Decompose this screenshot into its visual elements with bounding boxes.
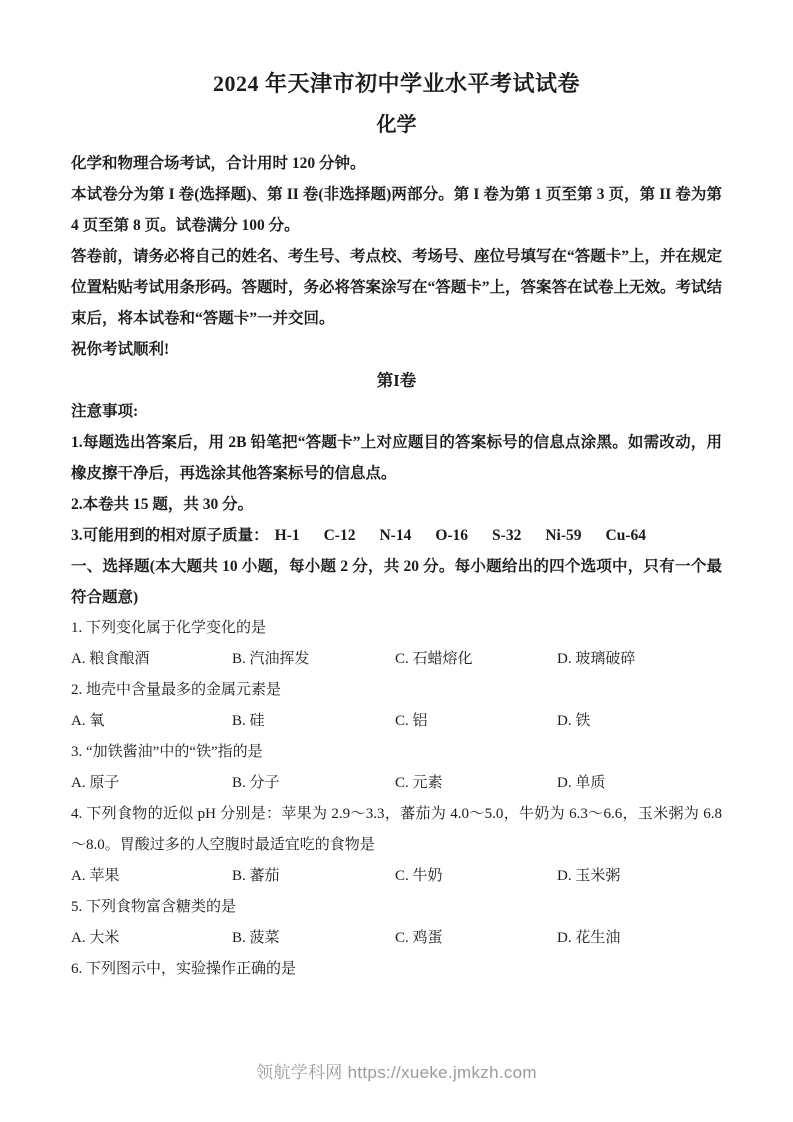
- subject-title: 化学: [376, 114, 417, 136]
- question-5-option-a: A. 大米: [71, 930, 120, 946]
- atomic-mass-ni: Ni-59: [545, 527, 582, 544]
- question-3-options: [71, 768, 722, 799]
- notes-title: 注意事项:: [71, 403, 139, 420]
- page-title: 2024 年天津市初中学业水平考试试卷: [212, 71, 580, 96]
- question-3-option-d: D. 单质: [557, 775, 606, 791]
- question-1-option-a: A. 粮食酿酒: [71, 651, 150, 667]
- question-5-option-c: C. 鸡蛋: [395, 930, 443, 946]
- note-2: 2.本卷共 15 题，共 30 分。: [71, 496, 254, 513]
- question-4-stem: 4. 下列食物的近似 pH 分别是：苹果为 2.9～3.3，蕃茄为 4.0～5.0，牛奶为 6.3～6.6，玉米粥为 6.8～8.0。胃酸过多的人空腹时最适宜吃的食物是: [71, 806, 722, 853]
- atomic-mass-o: O-16: [435, 527, 469, 544]
- question-4-option-a: A. 苹果: [71, 868, 120, 884]
- atomic-masses-label: 3.可能用到的相对原子质量：: [71, 527, 269, 544]
- preamble-good-luck: 祝你考试顺利!: [71, 341, 170, 358]
- question-2: [71, 675, 722, 737]
- preamble-duration: 化学和物理合场考试，合计用时 120 分钟。: [71, 155, 366, 172]
- section-1-instructions: 一、选择题(本大题共 10 小题，每小题 2 分，共 20 分。每小题给出的四个选项中，只有一个最符合题意): [71, 558, 722, 606]
- question-5: [71, 892, 722, 954]
- watermark-footer: 领航学科网 https://xueke.jmkzh.com: [256, 1063, 537, 1082]
- question-1: [71, 613, 722, 675]
- question-2-option-a: A. 氧: [71, 713, 105, 729]
- question-3-option-a: A. 原子: [71, 775, 120, 791]
- question-1-stem: 1. 下列变化属于化学变化的是: [71, 620, 267, 636]
- question-5-stem: 5. 下列食物富含糖类的是: [71, 899, 237, 915]
- atomic-mass-n: N-14: [379, 527, 412, 544]
- preamble-structure: 本试卷分为第 I 卷(选择题)、第 II 卷(非选择题)两部分。第 I 卷为第 1 页至第 3 页，第 II 卷为第 4 页至第 8 页。试卷满分 100 分。: [71, 186, 722, 234]
- question-6-stem: 6. 下列图示中，实验操作正确的是: [71, 961, 297, 977]
- question-4-option-c: C. 牛奶: [395, 868, 443, 884]
- preamble-answer-sheet-rules: 答卷前，请务必将自己的姓名、考生号、考点校、考场号、座位号填写在“答题卡”上，并在规定位置粘贴考试用条形码。答题时，务必将答案涂写在“答题卡”上，答案答在试卷上无效。考试结束后，将本试卷和“答题卡”一并交回。: [71, 248, 723, 327]
- question-3-stem: 3. “加铁酱油”中的“铁”指的是: [71, 744, 263, 760]
- question-4: [71, 799, 722, 892]
- question-2-stem: 2. 地壳中含量最多的金属元素是: [71, 682, 282, 698]
- atomic-mass-cu: Cu-64: [605, 527, 646, 544]
- question-6: [71, 954, 722, 985]
- question-1-option-d: D. 玻璃破碎: [557, 651, 636, 667]
- question-2-options: [71, 706, 722, 737]
- question-4-option-d: D. 玉米粥: [557, 868, 621, 884]
- question-5-option-d: D. 花生油: [557, 930, 621, 946]
- question-4-option-b: B. 蕃茄: [232, 868, 280, 884]
- question-1-option-b: B. 汽油挥发: [232, 651, 310, 667]
- question-2-option-d: D. 铁: [557, 713, 591, 729]
- atomic-mass-c: C-12: [323, 527, 356, 544]
- question-4-options: [71, 861, 722, 892]
- question-5-option-b: B. 菠菜: [232, 930, 280, 946]
- question-3-option-c: C. 元素: [395, 775, 443, 791]
- question-5-options: [71, 923, 722, 954]
- note-1: 1.每题选出答案后，用 2B 铅笔把“答题卡”上对应题目的答案标号的信息点涂黑。如需改动，用橡皮擦干净后，再选涂其他答案标号的信息点。: [71, 434, 722, 482]
- question-3-option-b: B. 分子: [232, 775, 280, 791]
- note-3-atomic-masses: [71, 520, 722, 551]
- question-1-options: [71, 644, 722, 675]
- question-2-option-b: B. 硅: [232, 713, 265, 729]
- question-2-option-c: C. 铝: [395, 713, 428, 729]
- question-1-option-c: C. 石蜡熔化: [395, 651, 473, 667]
- section-1-heading: 第I卷: [376, 371, 417, 390]
- question-3: [71, 737, 722, 799]
- atomic-mass-s: S-32: [492, 527, 522, 544]
- atomic-mass-h: H-1: [274, 527, 300, 544]
